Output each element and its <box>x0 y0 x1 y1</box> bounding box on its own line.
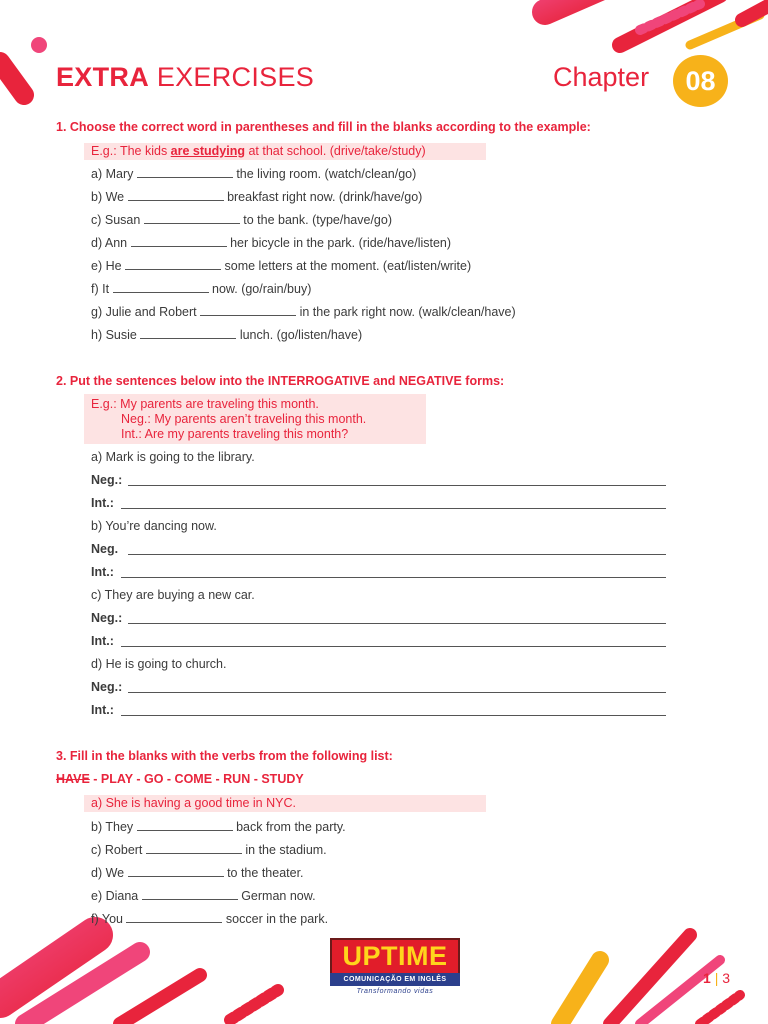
item-text: d) We <box>91 866 128 880</box>
page-total: 3 <box>722 970 731 986</box>
item-text: to the theater. <box>223 866 304 880</box>
list-item <box>91 235 451 250</box>
section3-instruction: 3. Fill in the blanks with the verbs from the following list: <box>56 749 393 763</box>
list-item <box>91 304 516 319</box>
item-text: e) Diana <box>91 889 142 903</box>
item-text: g) Julie and Robert <box>91 305 201 319</box>
answer-blank[interactable] <box>140 327 236 339</box>
page-number <box>703 970 730 986</box>
list-item <box>91 281 311 296</box>
item-text: lunch. (go/listen/have) <box>236 328 363 342</box>
item-text: f) You <box>91 912 127 926</box>
list-item <box>91 212 392 227</box>
answer-blank[interactable] <box>142 888 238 900</box>
answer-blank[interactable] <box>137 819 233 831</box>
answer-blank[interactable] <box>146 842 242 854</box>
item-text: soccer in the park. <box>222 912 329 926</box>
answer-blank[interactable] <box>131 235 227 247</box>
item-text: some letters at the moment. (eat/listen/write) <box>221 259 472 273</box>
list-item <box>91 865 304 880</box>
item-text: c) Susan <box>91 213 144 227</box>
int-answer-line[interactable] <box>121 715 666 716</box>
item-text: breakfast right now. (drink/have/go) <box>223 190 423 204</box>
example-prefix: E.g.: The kids <box>91 144 171 158</box>
item-text: in the park right now. (walk/clean/have) <box>296 305 516 319</box>
neg-answer-line[interactable] <box>128 623 666 624</box>
example-suffix: at that school. (drive/take/study) <box>245 144 426 158</box>
chapter-label: Chapter <box>553 62 650 92</box>
page-current: 1 <box>703 970 711 986</box>
title-rest: EXERCISES <box>149 62 315 92</box>
item-text: in the stadium. <box>241 843 327 857</box>
item-text: b) They <box>91 820 137 834</box>
item-text: her bicycle in the park. (ride/have/listen) <box>226 236 452 250</box>
list-item <box>91 166 416 181</box>
section2-sentence: d) He is going to church. <box>91 657 227 671</box>
int-answer-line[interactable] <box>121 646 666 647</box>
neg-answer-line[interactable] <box>128 692 666 693</box>
section2-sentence: c) They are buying a new car. <box>91 588 255 602</box>
item-text: b) We <box>91 190 128 204</box>
answer-blank[interactable] <box>128 189 224 201</box>
item-text: f) It <box>91 282 113 296</box>
item-text: the living room. (watch/clean/go) <box>232 167 417 181</box>
page-title <box>56 62 314 93</box>
verb-list <box>56 772 304 786</box>
neg-answer-line[interactable] <box>128 554 666 555</box>
logo-subtitle: COMUNICAÇÃO EM INGLÊS <box>330 973 460 986</box>
item-text: e) He <box>91 259 126 273</box>
section1-example <box>91 144 426 158</box>
chapter-number-badge: 08 <box>673 55 728 107</box>
item-text: to the bank. (type/have/go) <box>239 213 392 227</box>
example-answer: are studying <box>170 144 245 158</box>
item-text: German now. <box>237 889 316 903</box>
verb-rest: - PLAY - GO - COME - RUN - STUDY <box>89 772 304 786</box>
neg-label: Neg.: <box>91 473 123 487</box>
section1-instruction: 1. Choose the correct word in parentheses and fill in the blanks according to the example: <box>56 120 591 134</box>
item-text: h) Susie <box>91 328 141 342</box>
answer-blank[interactable] <box>144 212 240 224</box>
verb-struck: HAVE <box>56 772 90 786</box>
section2-instruction: 2. Put the sentences below into the INTERROGATIVE and NEGATIVE forms: <box>56 374 505 388</box>
answer-blank[interactable] <box>200 304 296 316</box>
item-text: a) Mary <box>91 167 137 181</box>
title-bold: EXTRA <box>56 62 150 92</box>
logo-wordmark: UPTIME <box>330 938 460 973</box>
list-item <box>91 327 362 342</box>
list-item <box>91 258 471 273</box>
int-label: Int.: <box>91 703 114 717</box>
item-text: d) Ann <box>91 236 131 250</box>
int-answer-line[interactable] <box>121 508 666 509</box>
list-item <box>91 819 346 834</box>
item-text: now. (go/rain/buy) <box>208 282 312 296</box>
item-text: c) Robert <box>91 843 146 857</box>
uptime-logo <box>330 938 460 995</box>
logo-tagline: Transformando vidas <box>356 988 434 995</box>
int-answer-line[interactable] <box>121 577 666 578</box>
page-separator: | <box>714 970 719 986</box>
answer-blank[interactable] <box>128 865 224 877</box>
section2-example-line3: Int.: Are my parents traveling this month? <box>121 427 349 441</box>
section3-example: a) She is having a good time in NYC. <box>91 796 296 810</box>
neg-label: Neg.: <box>91 611 123 625</box>
list-item <box>91 911 328 926</box>
answer-blank[interactable] <box>125 258 221 270</box>
int-label: Int.: <box>91 634 114 648</box>
answer-blank[interactable] <box>126 911 222 923</box>
list-item <box>91 888 316 903</box>
answer-blank[interactable] <box>113 281 209 293</box>
section2-sentence: b) You’re dancing now. <box>91 519 217 533</box>
section2-sentence: a) Mark is going to the library. <box>91 450 255 464</box>
int-label: Int.: <box>91 565 114 579</box>
section2-example-line1: E.g.: My parents are traveling this month. <box>91 397 319 411</box>
neg-answer-line[interactable] <box>128 485 666 486</box>
list-item <box>91 189 422 204</box>
section2-example-line2: Neg.: My parents aren’t traveling this month. <box>121 412 367 426</box>
neg-label: Neg.: <box>91 680 123 694</box>
int-label: Int.: <box>91 496 114 510</box>
neg-label: Neg. <box>91 542 119 556</box>
item-text: back from the party. <box>232 820 346 834</box>
list-item <box>91 842 327 857</box>
answer-blank[interactable] <box>137 166 233 178</box>
